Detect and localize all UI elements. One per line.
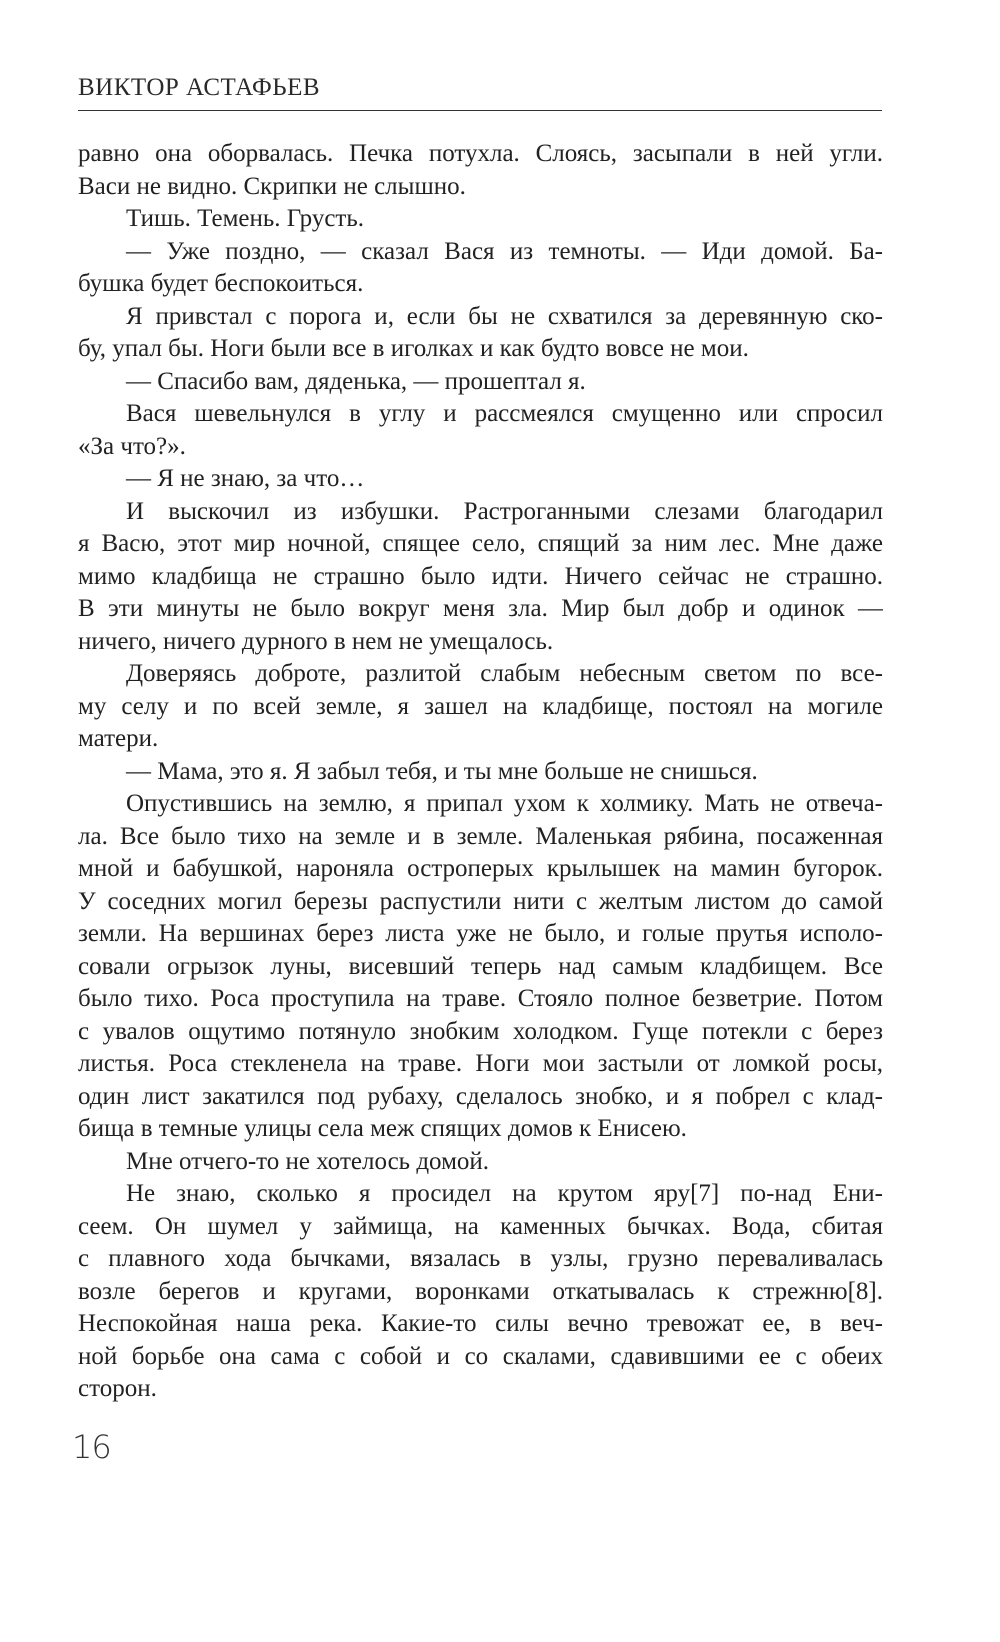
text-line: сеем. Он шумел у займища, на каменных бычках. Вода, сбитая [78, 1212, 883, 1240]
text-line: было тихо. Роса проступила на траве. Стояло полное безветрие. Потом [78, 985, 883, 1012]
text-line: И выскочил из избушки. Растроганными слезами благодарил [126, 497, 883, 525]
text-line: Доверяясь доброте, разлитой слабым небесным светом по все- [126, 660, 883, 687]
text-line: ла. Все было тихо на земле и в земле. Маленькая рябина, посаженная [78, 822, 883, 850]
text-line: ной борьбе она сама с собой и со скалами, сдавившими ее с обеих [78, 1342, 883, 1370]
text-line: листья. Роса стекленела на траве. Ноги мои застыли от ломкой росы, [78, 1050, 883, 1077]
text-line: ничего, ничего дурного в нем не умещалось. [78, 627, 554, 655]
text-line: мимо кладбища не страшно было идти. Ничего сейчас не страшно. [78, 562, 883, 590]
text-line: Не знаю, сколько я просидел на крутом яру[7] по-над Ени- [126, 1180, 883, 1207]
text-line: с плавного хода бычками, вязалась в узлы, грузно переваливалась [78, 1245, 883, 1272]
text-line: возле берегов и кругами, воронками откатывалась к стрежню[8]. [78, 1277, 883, 1305]
text-line: один лист закатился под рубаху, сделалось знобко, и я побрел с клад- [78, 1082, 883, 1110]
text-line: У соседних могил березы распустили нити с желтым листом до самой [78, 887, 883, 915]
body-text [78, 138, 883, 1406]
text-line: бу, упал бы. Ноги были все в иголках и как будто вовсе не мои. [78, 335, 749, 362]
text-line: равно она оборвалась. Печка потухла. Слоясь, засыпали в ней угли. [78, 140, 883, 167]
running-header [78, 70, 882, 111]
text-line: Неспокойная наша река. Какие-то силы вечно тревожат ее, в веч- [78, 1310, 883, 1337]
text-line: совали огрызок луны, висевший теперь над самым кладбищем. Все [78, 952, 883, 980]
text-line: Васи не видно. Скрипки не слышно. [78, 172, 466, 200]
text-line: Тишь. Темень. Грусть. [126, 205, 365, 232]
text-line: Мне отчего-то не хотелось домой. [126, 1147, 490, 1175]
text-line: — Уже поздно, — сказал Вася из темноты. — Иди домой. Ба- [126, 237, 883, 265]
text-line: бушка будет беспокоиться. [78, 270, 364, 297]
text-line: В эти минуты не было вокруг меня зла. Мир был добр и одинок — [78, 595, 883, 622]
text-line: матери. [78, 725, 159, 752]
text-line: Опустившись на землю, я припал ухом к холмику. Мать не отвеча- [126, 790, 883, 817]
text-line: — Я не знаю, за что… [126, 465, 365, 492]
text-line: бища в темные улицы села меж спящих домов к Енисею. [78, 1115, 687, 1142]
text-line: «За что?». [78, 432, 186, 460]
text-line: сторон. [78, 1375, 157, 1402]
text-line: я Васю, этот мир ночной, спящее село, спящий за ним лес. Мне даже [78, 530, 883, 557]
running-header-author: ВИКТОР АСТАФЬЕВ [78, 74, 321, 101]
text-line: земли. На вершинах берез листа уже не было, и голые прутья исполо- [78, 920, 883, 947]
page-number: 16 [72, 1428, 111, 1466]
text-line: — Мама, это я. Я забыл тебя, и ты мне больше не снишься. [126, 757, 758, 785]
text-line: му селу и по всей земле, я зашел на кладбище, постоял на могиле [78, 692, 883, 720]
text-line: Вася шевельнулся в углу и рассмеялся смущенно или спросил [126, 400, 883, 427]
text-line: с увалов ощутимо потянуло знобким холодком. Гуще потекли с берез [78, 1017, 883, 1045]
text-line: Я привстал с порога и, если бы не схватился за деревянную ско- [126, 302, 883, 330]
text-line: — Спасибо вам, дяденька, — прошептал я. [126, 367, 586, 395]
text-line: мной и бабушкой, нароняла остроперых крылышек на мамин бугорок. [78, 855, 883, 882]
